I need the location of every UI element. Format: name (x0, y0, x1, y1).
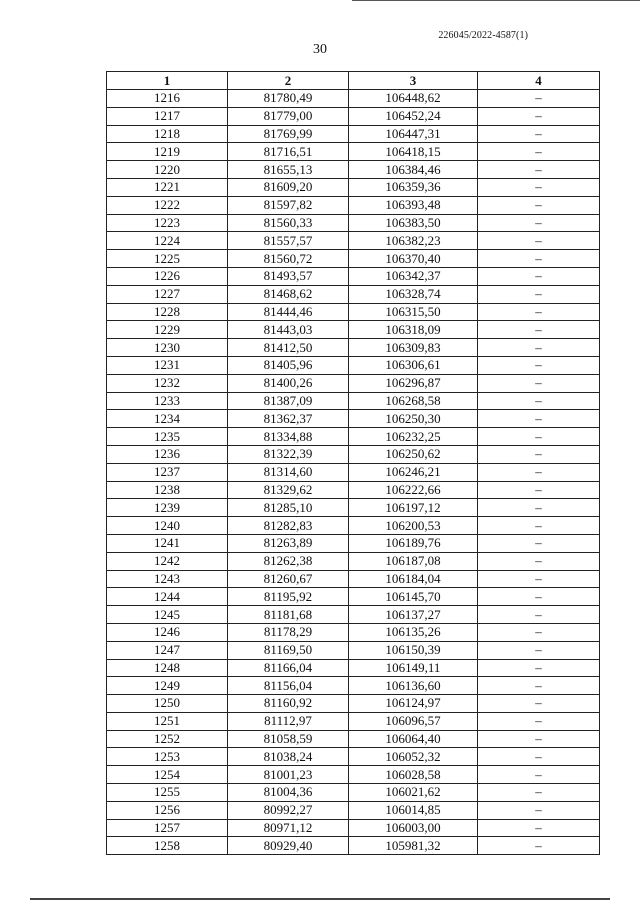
table-cell-col-4: – (478, 534, 600, 552)
table-row (107, 196, 600, 214)
table-cell-col-3: 106232,25 (349, 428, 478, 446)
table-cell-col-4: – (478, 517, 600, 535)
table-row (107, 250, 600, 268)
table-cell-col-1: 1225 (107, 250, 228, 268)
table-row (107, 463, 600, 481)
table-row (107, 90, 600, 108)
table-cell-col-3: 106246,21 (349, 463, 478, 481)
table-cell-col-4: – (478, 232, 600, 250)
table-cell-col-3: 106136,60 (349, 677, 478, 695)
table-cell-col-4: – (478, 178, 600, 196)
column-header-3: 3 (349, 72, 478, 90)
table-cell-col-3: 106384,46 (349, 161, 478, 179)
bottom-rule (30, 898, 610, 900)
table-row (107, 677, 600, 695)
table-row (107, 481, 600, 499)
table-cell-col-1: 1235 (107, 428, 228, 446)
table-cell-col-3: 106187,08 (349, 552, 478, 570)
table-row (107, 588, 600, 606)
table-cell-col-4: – (478, 250, 600, 268)
column-header-1: 1 (107, 72, 228, 90)
table-row (107, 339, 600, 357)
table-cell-col-2: 81282,83 (228, 517, 349, 535)
table-cell-col-4: – (478, 321, 600, 339)
table-cell-col-3: 106370,40 (349, 250, 478, 268)
table-row (107, 517, 600, 535)
table-cell-col-2: 81334,88 (228, 428, 349, 446)
table-cell-col-2: 81716,51 (228, 143, 349, 161)
table-cell-col-2: 81112,97 (228, 712, 349, 730)
table-cell-col-3: 106003,00 (349, 819, 478, 837)
header-row (107, 72, 600, 90)
table-cell-col-2: 81769,99 (228, 125, 349, 143)
table-cell-col-1: 1233 (107, 392, 228, 410)
top-rule (352, 0, 640, 1)
table-cell-col-1: 1238 (107, 481, 228, 499)
table-row (107, 659, 600, 677)
table-cell-col-4: – (478, 801, 600, 819)
table-cell-col-1: 1227 (107, 285, 228, 303)
table-cell-col-4: – (478, 125, 600, 143)
table-cell-col-3: 106135,26 (349, 623, 478, 641)
table-cell-col-3: 106383,50 (349, 214, 478, 232)
table-cell-col-2: 81156,04 (228, 677, 349, 695)
table-cell-col-2: 81780,49 (228, 90, 349, 108)
table-cell-col-1: 1241 (107, 534, 228, 552)
table-cell-col-4: – (478, 214, 600, 232)
table-cell-col-4: – (478, 499, 600, 517)
table-row (107, 445, 600, 463)
table-cell-col-4: – (478, 552, 600, 570)
table-cell-col-3: 106222,66 (349, 481, 478, 499)
table-cell-col-2: 81444,46 (228, 303, 349, 321)
table-cell-col-4: – (478, 428, 600, 446)
table-cell-col-2: 81178,29 (228, 623, 349, 641)
table-cell-col-4: – (478, 445, 600, 463)
table-cell-col-4: – (478, 695, 600, 713)
table-cell-col-2: 81285,10 (228, 499, 349, 517)
table-cell-col-4: – (478, 463, 600, 481)
table-cell-col-4: – (478, 196, 600, 214)
table-cell-col-3: 106328,74 (349, 285, 478, 303)
table-cell-col-2: 81443,03 (228, 321, 349, 339)
table-cell-col-4: – (478, 641, 600, 659)
table-cell-col-1: 1250 (107, 695, 228, 713)
table-cell-col-2: 81169,50 (228, 641, 349, 659)
table-cell-col-2: 81166,04 (228, 659, 349, 677)
table-cell-col-3: 106028,58 (349, 766, 478, 784)
table-cell-col-1: 1256 (107, 801, 228, 819)
table-cell-col-3: 106052,32 (349, 748, 478, 766)
table-row (107, 766, 600, 784)
table-cell-col-3: 106268,58 (349, 392, 478, 410)
table-row (107, 321, 600, 339)
table-cell-col-4: – (478, 677, 600, 695)
table-cell-col-2: 81597,82 (228, 196, 349, 214)
table-cell-col-1: 1216 (107, 90, 228, 108)
table-row (107, 125, 600, 143)
table-cell-col-3: 106382,23 (349, 232, 478, 250)
table-row (107, 712, 600, 730)
table-cell-col-3: 106150,39 (349, 641, 478, 659)
coordinates-table (106, 71, 600, 855)
table-cell-col-1: 1251 (107, 712, 228, 730)
table-cell-col-4: – (478, 819, 600, 837)
table-row (107, 267, 600, 285)
table-cell-col-3: 106250,30 (349, 410, 478, 428)
table-cell-col-1: 1224 (107, 232, 228, 250)
table-cell-col-2: 81557,57 (228, 232, 349, 250)
table-cell-col-3: 106447,31 (349, 125, 478, 143)
table-cell-col-1: 1240 (107, 517, 228, 535)
table-cell-col-3: 106149,11 (349, 659, 478, 677)
table-row (107, 374, 600, 392)
table-cell-col-4: – (478, 659, 600, 677)
table-cell-col-1: 1220 (107, 161, 228, 179)
table-cell-col-1: 1249 (107, 677, 228, 695)
table-cell-col-3: 106124,97 (349, 695, 478, 713)
table-cell-col-4: – (478, 303, 600, 321)
table-cell-col-4: – (478, 339, 600, 357)
table-cell-col-4: – (478, 410, 600, 428)
table-cell-col-4: – (478, 712, 600, 730)
table-cell-col-2: 81405,96 (228, 356, 349, 374)
table-cell-col-3: 106309,83 (349, 339, 478, 357)
table-cell-col-4: – (478, 837, 600, 855)
table-cell-col-3: 106014,85 (349, 801, 478, 819)
table-cell-col-2: 81387,09 (228, 392, 349, 410)
table-cell-col-4: – (478, 606, 600, 624)
table-row (107, 303, 600, 321)
table-cell-col-1: 1245 (107, 606, 228, 624)
table-cell-col-1: 1244 (107, 588, 228, 606)
table-cell-col-1: 1237 (107, 463, 228, 481)
table-cell-col-3: 106318,09 (349, 321, 478, 339)
table-cell-col-2: 81560,72 (228, 250, 349, 268)
table-cell-col-4: – (478, 267, 600, 285)
table-cell-col-2: 81262,38 (228, 552, 349, 570)
table-cell-col-3: 106096,57 (349, 712, 478, 730)
table-row (107, 392, 600, 410)
table-cell-col-1: 1226 (107, 267, 228, 285)
table-cell-col-4: – (478, 784, 600, 802)
table-row (107, 641, 600, 659)
table-cell-col-1: 1230 (107, 339, 228, 357)
table-cell-col-2: 81560,33 (228, 214, 349, 232)
table-cell-col-3: 106342,37 (349, 267, 478, 285)
table-cell-col-1: 1218 (107, 125, 228, 143)
column-header-4: 4 (478, 72, 600, 90)
table-row (107, 819, 600, 837)
table-cell-col-3: 106137,27 (349, 606, 478, 624)
table-row (107, 534, 600, 552)
table-cell-col-3: 106021,62 (349, 784, 478, 802)
table-cell-col-3: 106250,62 (349, 445, 478, 463)
table-cell-col-2: 81195,92 (228, 588, 349, 606)
table-cell-col-1: 1243 (107, 570, 228, 588)
table-row (107, 499, 600, 517)
table-cell-col-3: 106197,12 (349, 499, 478, 517)
table-row (107, 623, 600, 641)
table-cell-col-4: – (478, 481, 600, 499)
table-cell-col-4: – (478, 766, 600, 784)
table-cell-col-3: 106448,62 (349, 90, 478, 108)
table-row (107, 695, 600, 713)
table-cell-col-1: 1258 (107, 837, 228, 855)
table-row (107, 730, 600, 748)
table-cell-col-2: 81609,20 (228, 178, 349, 196)
table-cell-col-1: 1252 (107, 730, 228, 748)
table-cell-col-2: 81181,68 (228, 606, 349, 624)
column-header-2: 2 (228, 72, 349, 90)
table-cell-col-3: 106296,87 (349, 374, 478, 392)
table-cell-col-2: 81493,57 (228, 267, 349, 285)
table-cell-col-4: – (478, 748, 600, 766)
table-cell-col-1: 1229 (107, 321, 228, 339)
table-cell-col-4: – (478, 161, 600, 179)
table-cell-col-2: 81160,92 (228, 695, 349, 713)
table-cell-col-4: – (478, 143, 600, 161)
table-row (107, 784, 600, 802)
table-cell-col-3: 106200,53 (349, 517, 478, 535)
table-cell-col-4: – (478, 107, 600, 125)
table-cell-col-2: 81314,60 (228, 463, 349, 481)
table-cell-col-1: 1223 (107, 214, 228, 232)
table-cell-col-1: 1234 (107, 410, 228, 428)
table-row (107, 143, 600, 161)
table-cell-col-4: – (478, 570, 600, 588)
table-cell-col-3: 105981,32 (349, 837, 478, 855)
table-row (107, 748, 600, 766)
table-cell-col-2: 81362,37 (228, 410, 349, 428)
table-row (107, 606, 600, 624)
table-row (107, 410, 600, 428)
table-cell-col-1: 1222 (107, 196, 228, 214)
table-cell-col-1: 1257 (107, 819, 228, 837)
table-cell-col-1: 1253 (107, 748, 228, 766)
table-cell-col-1: 1231 (107, 356, 228, 374)
table-cell-col-2: 80971,12 (228, 819, 349, 837)
document-id: 226045/2022-4587(1) (438, 30, 528, 41)
table-cell-col-2: 81329,62 (228, 481, 349, 499)
table-row (107, 285, 600, 303)
table-cell-col-3: 106393,48 (349, 196, 478, 214)
table-cell-col-3: 106145,70 (349, 588, 478, 606)
table-cell-col-4: – (478, 730, 600, 748)
table-cell-col-2: 81655,13 (228, 161, 349, 179)
table-cell-col-4: – (478, 90, 600, 108)
table-cell-col-3: 106452,24 (349, 107, 478, 125)
table-cell-col-3: 106184,04 (349, 570, 478, 588)
table-cell-col-2: 81322,39 (228, 445, 349, 463)
table-row (107, 178, 600, 196)
table-cell-col-2: 81412,50 (228, 339, 349, 357)
table-cell-col-1: 1236 (107, 445, 228, 463)
table-row (107, 161, 600, 179)
table-cell-col-1: 1228 (107, 303, 228, 321)
table-cell-col-1: 1255 (107, 784, 228, 802)
table-cell-col-1: 1247 (107, 641, 228, 659)
table-row (107, 107, 600, 125)
table-cell-col-3: 106359,36 (349, 178, 478, 196)
table-cell-col-1: 1254 (107, 766, 228, 784)
table-row (107, 801, 600, 819)
table-row (107, 428, 600, 446)
table-cell-col-2: 81058,59 (228, 730, 349, 748)
table-cell-col-2: 81263,89 (228, 534, 349, 552)
table-cell-col-4: – (478, 374, 600, 392)
table-cell-col-3: 106189,76 (349, 534, 478, 552)
table-cell-col-1: 1246 (107, 623, 228, 641)
table-row (107, 232, 600, 250)
table-cell-col-4: – (478, 356, 600, 374)
table-cell-col-1: 1239 (107, 499, 228, 517)
page-number: 30 (313, 42, 327, 57)
table-cell-col-3: 106064,40 (349, 730, 478, 748)
table-cell-col-4: – (478, 588, 600, 606)
table-cell-col-1: 1217 (107, 107, 228, 125)
table-header (107, 72, 600, 90)
table-cell-col-3: 106306,61 (349, 356, 478, 374)
table-cell-col-3: 106315,50 (349, 303, 478, 321)
table-cell-col-2: 81004,36 (228, 784, 349, 802)
table-row (107, 570, 600, 588)
table-row (107, 552, 600, 570)
table-cell-col-4: – (478, 623, 600, 641)
table-body (107, 90, 600, 855)
table-cell-col-2: 81001,23 (228, 766, 349, 784)
table-cell-col-2: 80929,40 (228, 837, 349, 855)
table-cell-col-2: 80992,27 (228, 801, 349, 819)
table-cell-col-1: 1248 (107, 659, 228, 677)
table-cell-col-1: 1219 (107, 143, 228, 161)
table-cell-col-2: 81400,26 (228, 374, 349, 392)
table-cell-col-2: 81038,24 (228, 748, 349, 766)
table-cell-col-2: 81468,62 (228, 285, 349, 303)
table-cell-col-2: 81779,00 (228, 107, 349, 125)
table-cell-col-1: 1232 (107, 374, 228, 392)
table-cell-col-4: – (478, 392, 600, 410)
table-row (107, 356, 600, 374)
table-cell-col-4: – (478, 285, 600, 303)
table-cell-col-1: 1221 (107, 178, 228, 196)
table-cell-col-2: 81260,67 (228, 570, 349, 588)
table-cell-col-3: 106418,15 (349, 143, 478, 161)
table-row (107, 214, 600, 232)
table-cell-col-1: 1242 (107, 552, 228, 570)
table-row (107, 837, 600, 855)
